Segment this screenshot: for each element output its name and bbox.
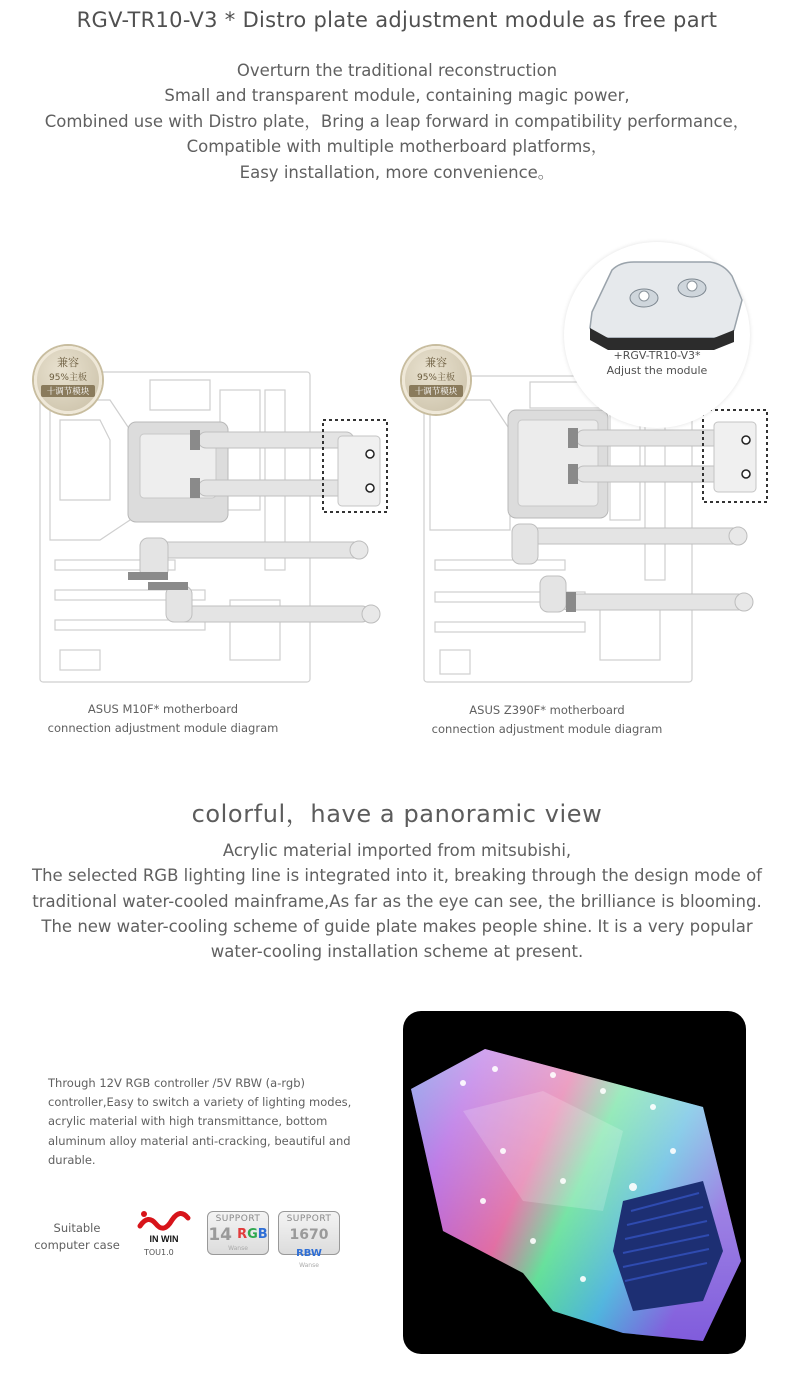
support-sub: Wanse — [228, 1244, 248, 1252]
description-line: acrylic material with high transmittance, bottom — [48, 1114, 328, 1129]
support-rbw-badge — [278, 1211, 340, 1269]
paragraph-line: Acrylic material imported from mitsubishi, — [222, 841, 572, 860]
inwin-brand-text: IN WIN — [149, 1234, 179, 1244]
description-line: aluminum alloy material anti-cracking, beautiful and — [48, 1133, 351, 1148]
paragraph-line: traditional water-cooled mainframe,As far as the eye can see, the brilliance is blooming. — [32, 891, 762, 911]
distro-plate-photo — [403, 1011, 746, 1354]
motherboard-diagram-right — [400, 360, 780, 690]
intro-line: Compatible with multiple motherboard platforms， — [186, 137, 608, 157]
intro-line: Small and transparent module, containing magic power, — [164, 86, 630, 106]
badge-line: 十调节模块 — [41, 385, 95, 397]
case-label-line: computer case — [34, 1237, 120, 1252]
caption-line: connection adjustment module diagram — [47, 720, 279, 735]
caption-line: connection adjustment module diagram — [431, 721, 663, 736]
distro-plate-image — [403, 1011, 746, 1354]
badge-line: 兼容 — [425, 356, 447, 369]
caption-line: ASUS M10F* motherboard — [87, 702, 239, 716]
intro-text — [0, 58, 794, 185]
section-paragraph — [0, 838, 794, 964]
diagram-caption-right — [404, 701, 690, 738]
support-number: 14 — [208, 1224, 232, 1245]
compatibility-badge — [34, 346, 102, 414]
support-number: 1670 — [289, 1226, 329, 1243]
diagram-caption-left — [20, 700, 306, 737]
module-callout — [564, 242, 750, 428]
suitable-case-label — [26, 1220, 128, 1253]
support-rbw-tag: RBW — [296, 1248, 322, 1259]
adjust-module-image — [564, 242, 750, 362]
feature-description — [48, 1074, 378, 1170]
case-model: TOU1.0 — [144, 1248, 174, 1257]
description-line: Through 12V RGB controller /5V RBW (a-rgb) — [48, 1076, 305, 1090]
intro-line: Overturn the traditional reconstruction — [236, 61, 558, 80]
support-rgb-tag: RGB — [237, 1227, 268, 1242]
description-line: durable. — [48, 1152, 96, 1167]
compatibility-badge — [402, 346, 470, 414]
support-rgb-badge — [207, 1211, 269, 1255]
paragraph-line: The new water-cooling scheme of guide plate makes people shine. It is a very popular — [41, 916, 753, 936]
caption-line: ASUS Z390F* motherboard — [469, 703, 625, 717]
paragraph-line: water-cooling installation scheme at present. — [210, 942, 584, 962]
badge-line: 十调节模块 — [409, 385, 463, 397]
intro-line: Combined use with Distro plate，Bring a leap forward in compatibility performance， — [44, 111, 750, 131]
description-line: controller,Easy to switch a variety of lighting modes, — [48, 1095, 352, 1110]
paragraph-line: The selected RGB lighting line is integrated into it, breaking through the design mode of — [32, 866, 762, 886]
page-title: RGV-TR10-V3 * Distro plate adjustment module as free part — [76, 8, 718, 32]
support-label: SUPPORT — [215, 1214, 261, 1224]
badge-line: 兼容 — [57, 356, 79, 369]
module-label: Adjust the module — [606, 364, 708, 377]
case-label-line: Suitable — [53, 1221, 101, 1235]
support-label: SUPPORT — [286, 1214, 332, 1224]
module-label: +RGV-TR10-V3* — [613, 349, 701, 362]
section-heading: colorful，have a panoramic view — [191, 800, 603, 828]
intro-line: Easy installation, more convenience。 — [239, 162, 555, 182]
badge-line: 95%主板 — [416, 373, 455, 383]
module-caption — [564, 348, 750, 378]
support-sub: Wanse — [299, 1262, 319, 1269]
badge-line: 95%主板 — [48, 373, 87, 383]
